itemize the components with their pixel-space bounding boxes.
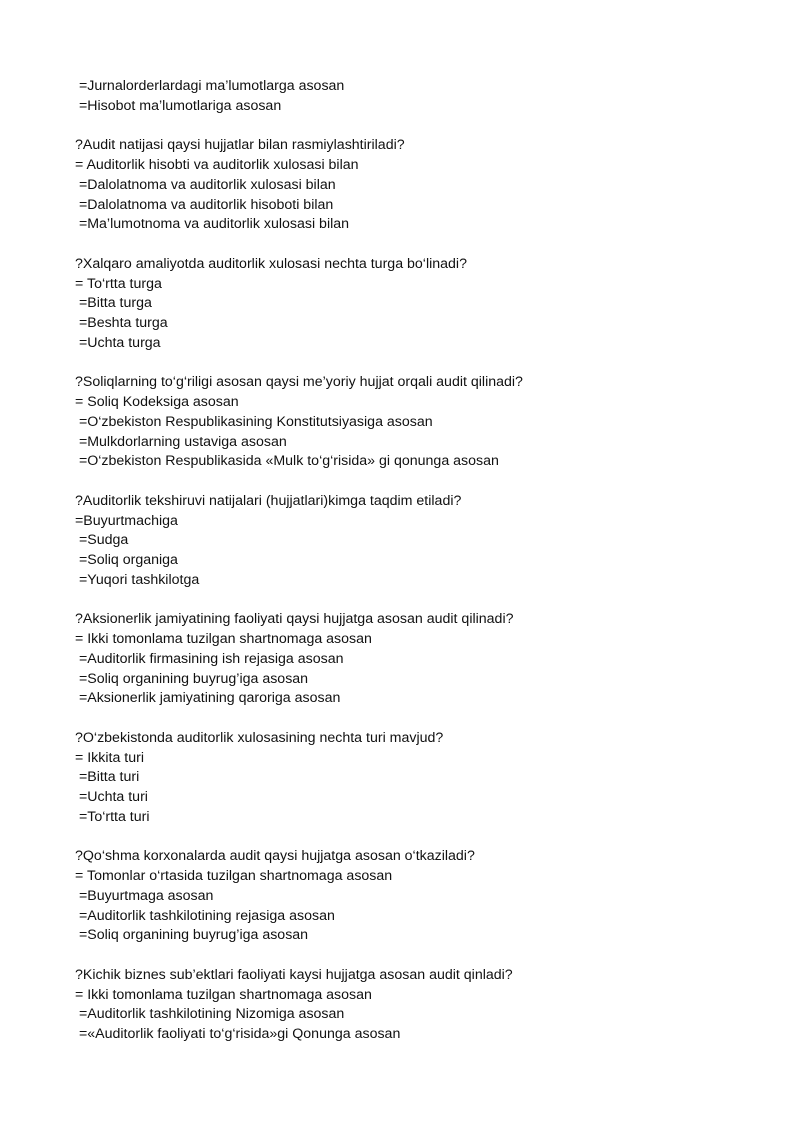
- document-body: [75, 77, 755, 1045]
- question-text: ?Audit natijasi qaysi hujjatlar bilan rasmiylashtiriladi?: [75, 137, 405, 154]
- question-block: [75, 966, 755, 1045]
- answer-line: = To‘rtta turga: [75, 275, 162, 292]
- answer-line: =Soliq organining buyrug’iga asosan: [75, 670, 309, 687]
- answer-line: =Auditorlik firmasining ish rejasiga asosan: [75, 650, 344, 667]
- intro-block: [75, 77, 755, 117]
- answer-line: =Ma’lumotnoma va auditorlik xulosasi bilan: [75, 216, 350, 233]
- answer-line: =Uchta turi: [75, 789, 148, 805]
- answer-line: =Sudga: [75, 532, 129, 549]
- blank-line: [75, 472, 755, 492]
- answer-line: =Buyurtmaga asosan: [75, 887, 214, 904]
- answer-line: =Soliq organiga: [75, 552, 178, 568]
- answer-line: = Tomonlar o‘rtasida tuzilgan shartnomaga asosan: [75, 868, 393, 884]
- question-text: ?Qo‘shma korxonalarda audit qaysi hujjatga asosan o‘tkaziladi?: [75, 848, 475, 865]
- question-text: ?Auditorlik tekshiruvi natijalari (hujjatlari)kimga taqdim etiladi?: [75, 492, 462, 509]
- question-block: [75, 729, 755, 828]
- blank-line: [75, 117, 755, 137]
- answer-line: =To‘rtta turi: [75, 808, 150, 825]
- answer-line: =Bitta turga: [75, 295, 152, 312]
- blank-line: [75, 828, 755, 848]
- answer-line: =Dalolatnoma va auditorlik hisoboti bilan: [75, 196, 334, 213]
- answer-line: =Soliq organining buyrug’iga asosan: [75, 927, 309, 944]
- answer-line: =Hisobot ma’lumotlariga asosan: [75, 97, 282, 114]
- question-text: ?O‘zbekistonda auditorlik xulosasining nechta turi mavjud?: [75, 729, 444, 746]
- answer-line: = Ikkita turi: [75, 749, 144, 766]
- question-text: ?Xalqaro amaliyotda auditorlik xulosasi nechta turga bo‘linadi?: [75, 255, 467, 272]
- answer-line: =Bitta turi: [75, 769, 140, 786]
- answer-line: =Yuqori tashkilotga: [75, 571, 200, 588]
- answer-line: =Beshta turga: [75, 315, 168, 331]
- question-block: [75, 373, 755, 472]
- blank-line: [75, 235, 755, 255]
- answer-line: =«Auditorlik faoliyati to‘g‘risida»gi Qonunga asosan: [75, 1026, 401, 1042]
- answer-line: = Auditorlik hisobti va auditorlik xulosasi bilan: [75, 157, 359, 173]
- question-block: [75, 136, 755, 235]
- blank-line: [75, 591, 755, 611]
- answer-line: =Uchta turga: [75, 334, 161, 351]
- answer-line: = Soliq Kodeksiga asosan: [75, 394, 239, 410]
- questions-list: [75, 117, 755, 1045]
- question-block: [75, 610, 755, 709]
- answer-line: =Aksionerlik jamiyatining qaroriga asosan: [75, 690, 341, 707]
- answer-line: =Dalolatnoma va auditorlik xulosasi bilan: [75, 176, 336, 193]
- answer-line: =Auditorlik tashkilotining Nizomiga asosan: [75, 1006, 345, 1023]
- answer-line: = Ikki tomonlama tuzilgan shartnomaga asosan: [75, 986, 372, 1003]
- answer-line: =Buyurtmachiga: [75, 512, 178, 529]
- question-block: [75, 492, 755, 591]
- question-text: ?Aksionerlik jamiyatining faoliyati qaysi hujjatga asosan audit qilinadi?: [75, 611, 514, 628]
- blank-line: [75, 946, 755, 966]
- answer-line: =O‘zbekiston Respublikasining Konstitutsiyasiga asosan: [75, 413, 433, 430]
- answer-line: =Mulkdorlarning ustaviga asosan: [75, 433, 287, 450]
- answer-line: =Auditorlik tashkilotining rejasiga asosan: [75, 907, 335, 924]
- blank-line: [75, 709, 755, 729]
- question-block: [75, 255, 755, 354]
- answer-line: =Jurnalorderlardagi ma’lumotlarga asosan: [75, 78, 345, 94]
- blank-line: [75, 354, 755, 374]
- question-block: [75, 847, 755, 946]
- question-text: ?Kichik biznes sub’ektlari faoliyati kaysi hujjatga asosan audit qinladi?: [75, 966, 513, 983]
- answer-line: =O‘zbekiston Respublikasida «Mulk to‘g‘risida» gi qonunga asosan: [75, 453, 499, 470]
- answer-line: = Ikki tomonlama tuzilgan shartnomaga asosan: [75, 631, 372, 647]
- question-text: ?Soliqlarning to‘g‘riligi asosan qaysi me’yoriy hujjat orqali audit qilinadi?: [75, 374, 523, 391]
